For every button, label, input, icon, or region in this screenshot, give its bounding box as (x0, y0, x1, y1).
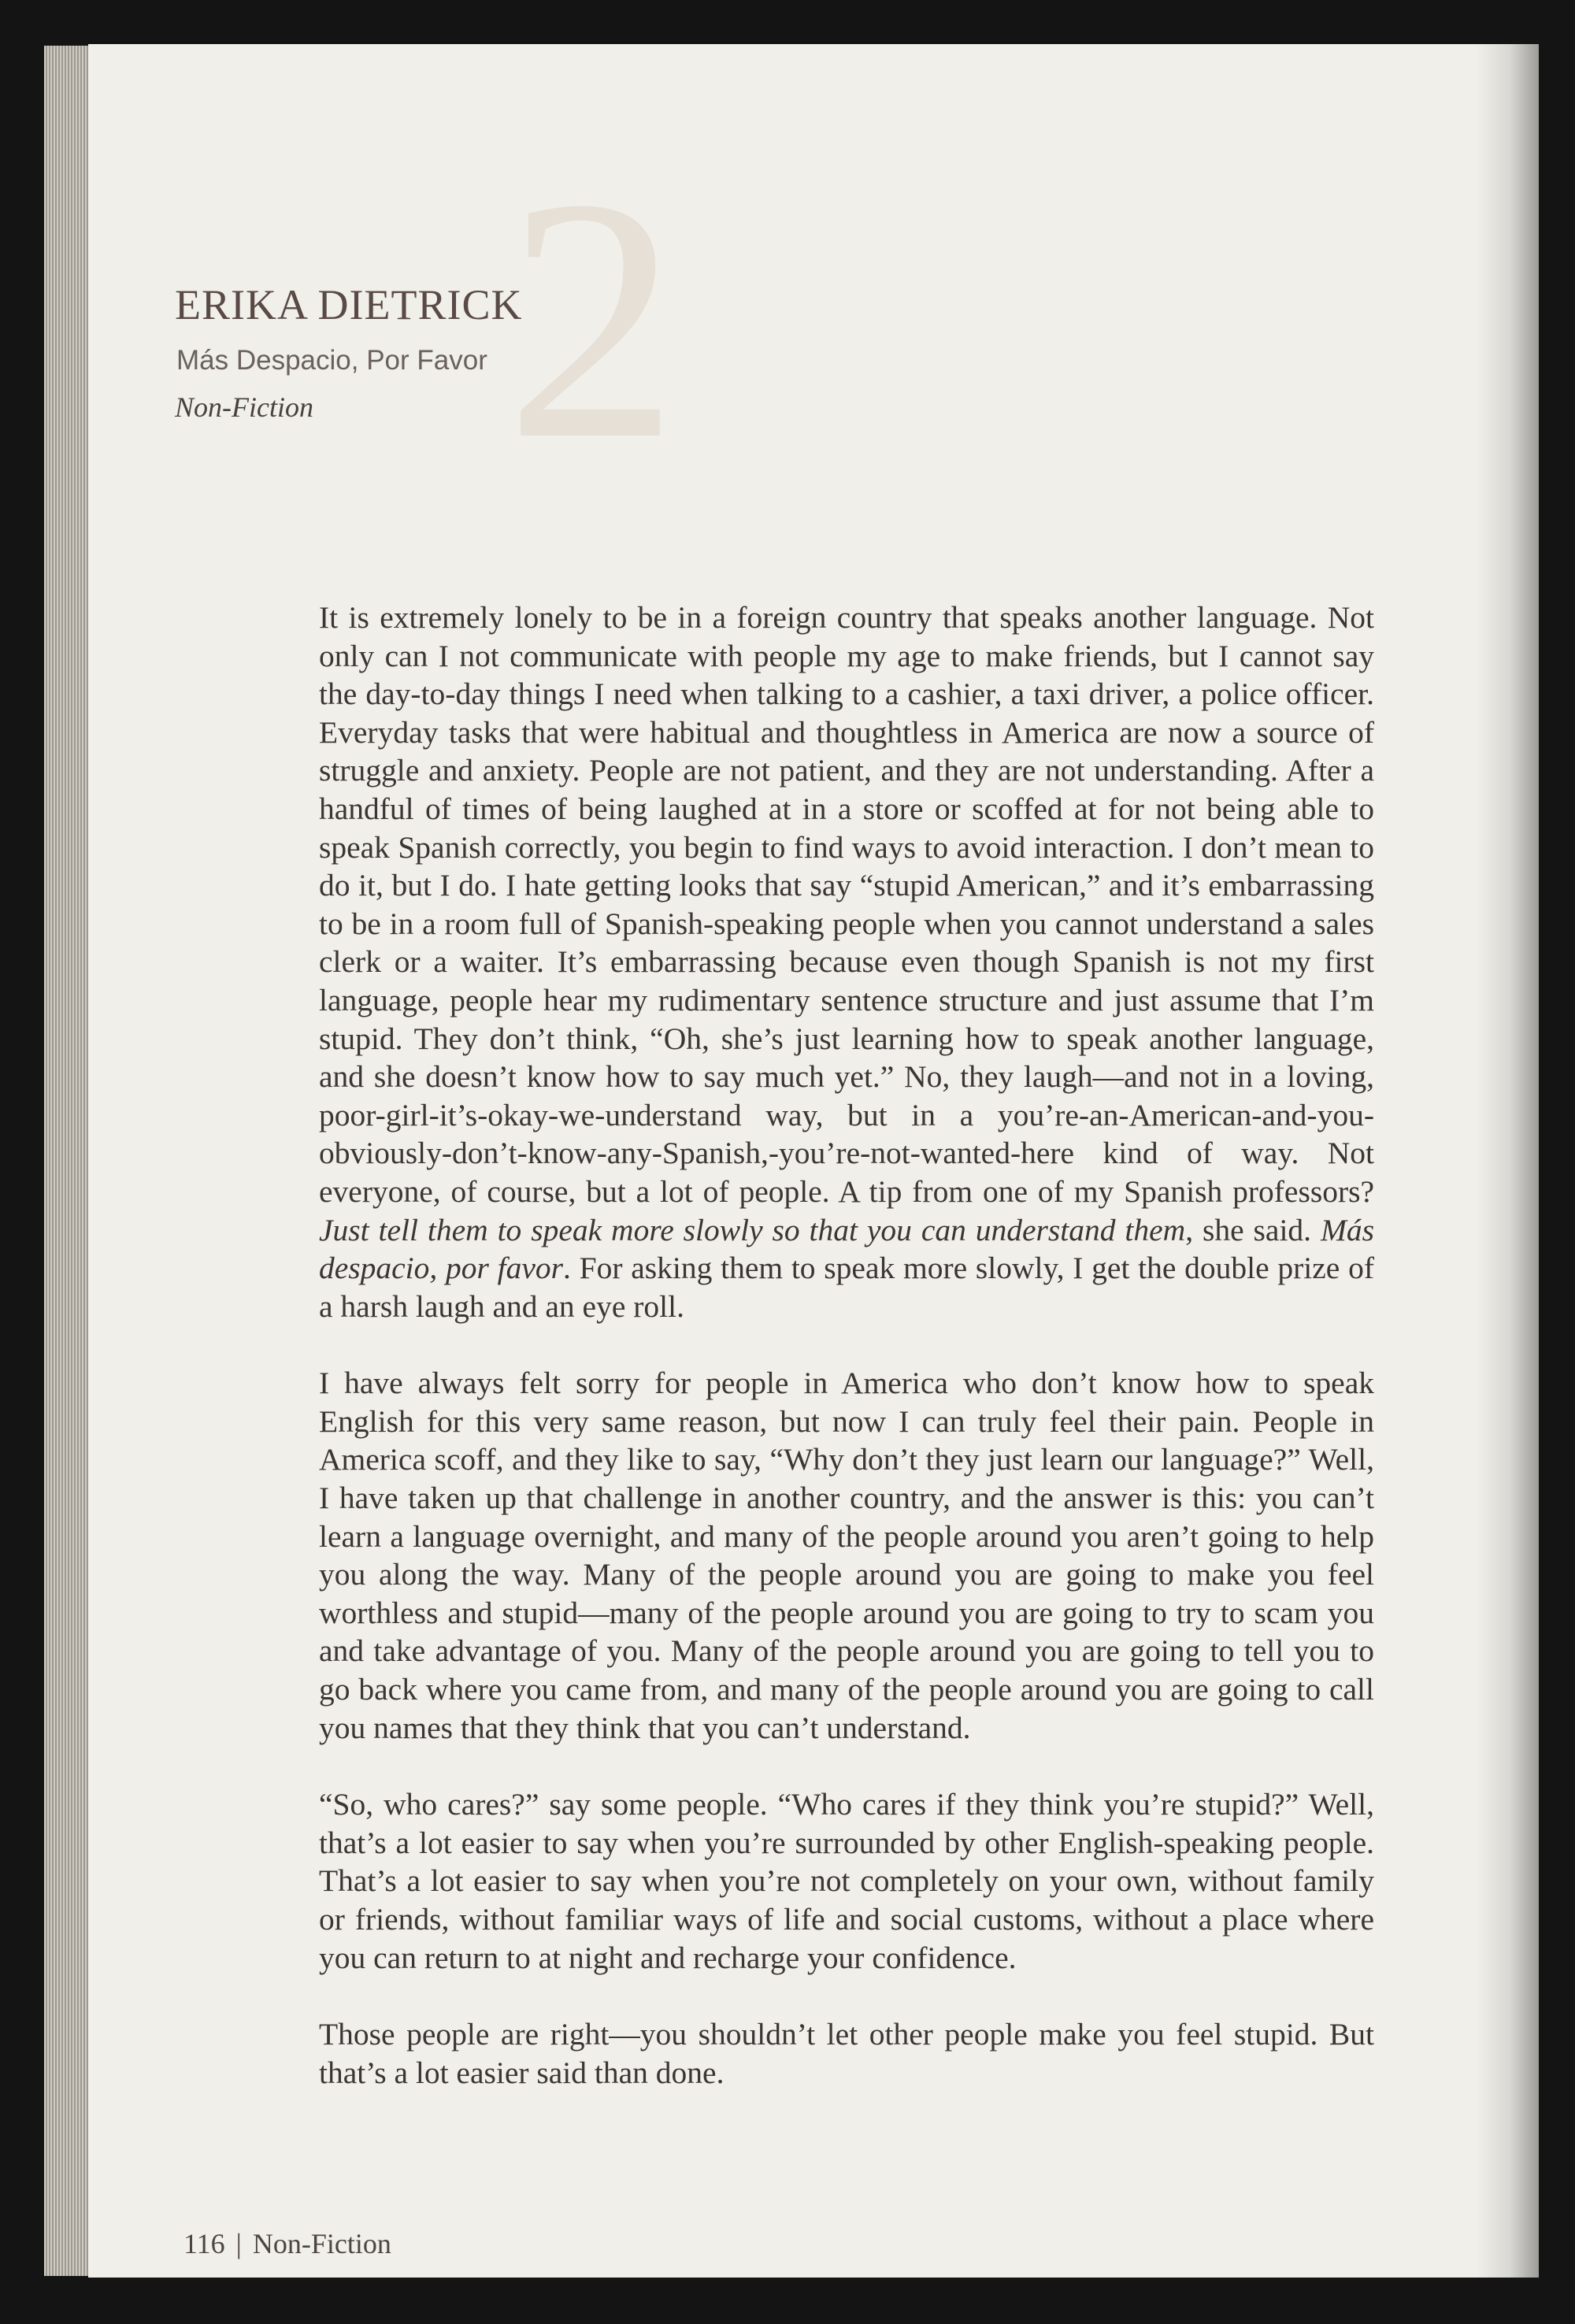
paragraph-1-text-a: It is extremely lonely to be in a foreign country that speaks another language. Not only can I not communicate with people my age to make friends, but I cannot say the day-to-day things I need when talking to a cashier, a taxi driver, a police officer. Everyday tasks that were habitual and thoughtless in America are now a source of struggle and anxiety. People are not patient, and they are not understanding. After a handful of times of being laughed at in a store or scoffed at for not being able to speak Spanish correctly, you begin to find ways to avoid interaction. I don’t mean to do it, but I do. I hate getting looks that say “stupid American,” and it’s embarrassing to be in a room full of Spanish-speaking people when you cannot understand a sales clerk or a waiter. It’s embarrassing because even though Spanish is not my first language, people hear my rudimentary sentence structure and just assume that I’m stupid. They don’t think, “Oh, she’s just learning how to speak another language, and she doesn’t know how to say much yet.” No, they laugh—and not in a loving, poor-girl-it’s-okay-we-understand way, but in a you’re-an-American-and-you-obviously-don’t-know-any-Spanish,-you’re-not-wanted-here kind of way. Not everyone, of course, but a lot of people. A tip from one of my Spanish professors? (319, 600, 1374, 1209)
genre-label: Non-Fiction (175, 391, 313, 423)
paragraph-1-italic-phrase: Más despacio, por favor (319, 1212, 1374, 1286)
paragraph-4: Those people are right—you shouldn’t let other people make you feel stupid. But that’s a lot easier said than done. (319, 2017, 1374, 2090)
paragraph-3: “So, who cares?” say some people. “Who cares if they think you’re stupid?” Well, that’s a lot easier to say when you’re surrounded by other English-speaking people. That’s a lot easier to say when you’re not completely on your own, without family or friends, without familiar ways of life and social customs, without a place where you can return to at night and recharge your confidence. (319, 1787, 1374, 1975)
footer-separator: | (235, 2228, 242, 2259)
paragraph-1-text-b: , she said. (1185, 1212, 1321, 1247)
author-name: ERIKA DIETRICK (175, 281, 523, 328)
chapter-numeral: 2 (506, 128, 679, 511)
paragraph-2: I have always felt sorry for people in America who don’t know how to speak English for this very same reason, but now I can truly feel their pain. People in America scoff, and they like to say, “Why don’t they just learn our language?” Well, I have taken up that challenge in another country, and the answer is this: you can’t learn a language overnight, and many of the people around you aren’t going to help you along the way. Many of the people around you are going to make you feel worthless and stupid—many of the people around you are going to try to scam you and take advantage of you. Many of the people around you are going to tell you to go back where you came from, and many of the people around you are going to call you names that they think that you can’t understand. (319, 1366, 1374, 1745)
paragraph-1 (319, 599, 1374, 1325)
page-number: 116 (183, 2228, 225, 2259)
body-text (319, 599, 1374, 2092)
piece-title: Más Despacio, Por Favor (176, 345, 487, 376)
spine-shadow (1476, 44, 1539, 2278)
paragraph-1-italic-tip: Just tell them to speak more slowly so that you can understand them (319, 1212, 1186, 1247)
book-page (88, 44, 1539, 2278)
page-footer (183, 2227, 391, 2260)
paragraph-1-text-c: . For asking them to speak more slowly, I get the double prize of a harsh laugh and an eye roll. (319, 1251, 1374, 1324)
footer-section: Non-Fiction (252, 2228, 391, 2259)
